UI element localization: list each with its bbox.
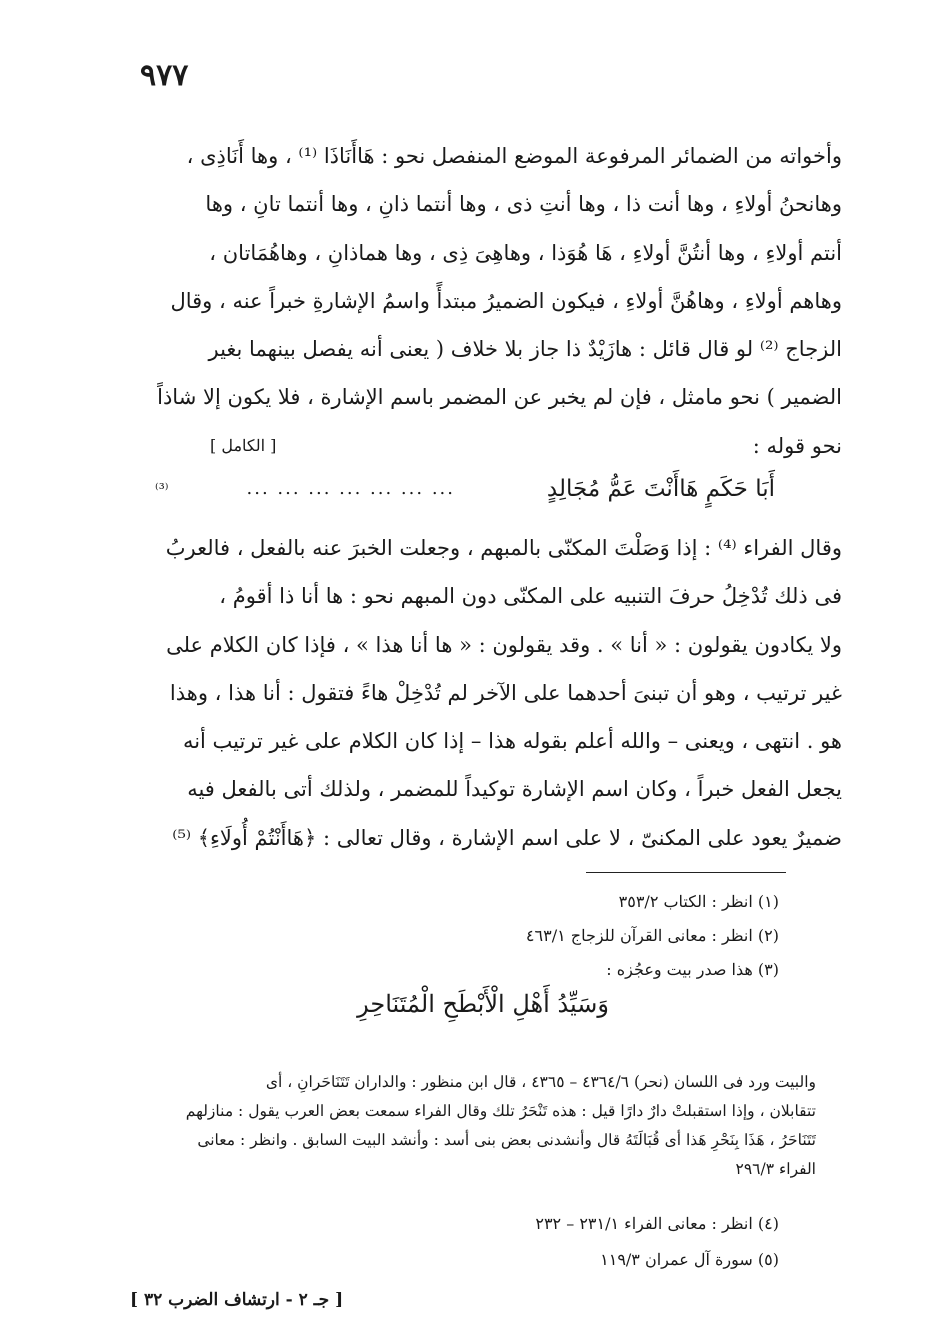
- page-number: ٩٧٧: [140, 58, 189, 93]
- text-line: يجعل الفعل خبراً ، وكان اسم الإشارة توكيداً للمضمر ، ولذلك أتى بالفعل فيه: [187, 777, 842, 802]
- meter-label: [ الكامل ]: [210, 435, 277, 455]
- verse-hemistich: أَبَا حَكَمٍ هَاأَنْتَ عَمُّ مُجَالِدٍ: [546, 476, 775, 502]
- text-line: هو . انتهى ، ويعنى – والله أعلم بقوله هذا – إذا كان الكلام على غير ترتيب أنه: [182, 729, 842, 754]
- text-line: ضميرٌ يعود على المكنىّ ، لا على اسم الإشارة ، وقال تعالى : ﴿هَاأَنْتُمْ أُولَاءِ﴾ ⁽⁵⁾: [172, 825, 842, 850]
- text-line: غير ترتيب ، وهو أن تبنىَ أحدهما على الآخر لم تُدْخِلْ هاءً فتقول : أنا هذا ، وهذا: [169, 680, 842, 705]
- verse-ellipsis: ... ... ... ... ... ... ...: [246, 478, 455, 499]
- footnote-4: (٤) انظر : معانى الفراء ٢٣١/١ – ٢٣٢: [535, 1214, 779, 1233]
- footnote-line: تتقابلان ، وإذا استقبلتْ دارٌ دارًا قيل : هذه تَنْحَرُ تلك وقال الفراء سمعت بعض العرب يقول : منازلهم: [185, 1102, 816, 1120]
- footnote-line: الفراء ٢٩٦/٣: [735, 1160, 816, 1178]
- footnote-separator: [586, 872, 786, 873]
- text-line: الزجاج ⁽²⁾ لو قال قائل : هازَيْدٌ ذا جاز بلا خلاف ( يعنى أنه يفصل بينهما بغير: [208, 337, 842, 362]
- footnote-3-verse: وَسَيِّدُ أَهْلِ الْأَبْطَحِ الْمُتَنَاحِرِ: [357, 990, 609, 1018]
- main-paragraph: [100, 132, 842, 470]
- text-line: وهانحنُ أولاءِ ، وها أنت ذا ، وها أنتِ ذى ، وها أنتما ذانِ ، وها أنتما تانِ ، وها: [205, 192, 842, 217]
- poetry-verse: [155, 462, 775, 516]
- text-line: فى ذلك تُدْخِلُ حرفَ التنبيه على المكنّى دون المبهم نحو : ها أنا ذا أقومُ ،: [219, 584, 842, 609]
- text-line: وقال الفراء ⁽⁴⁾ : إذا وَصَلْتَ المكنّى بالمبهم ، وجعلت الخبرَ عنه بالفعل ، فالعربُ: [165, 536, 842, 560]
- footnote-5: (٥) سورة آل عمران ١١٩/٣: [600, 1250, 779, 1269]
- text-line: وهاهم أولاءِ ، وهاهُنَّ أولاءِ ، فيكون الضميرُ مبتدأً واسمُ الإشارةِ خبراً عنه ، وقال: [170, 288, 842, 313]
- text-line: ولا يكادون يقولون : « أنا » . وقد يقولون : « ها أنا هذا » ، فإذا كان الكلام على: [166, 632, 842, 657]
- verse-footnote-marker: ⁽³⁾: [155, 480, 169, 498]
- footnote-3-text: [112, 1068, 816, 1184]
- signature-mark: [ جـ ٢ - ارتشاف الضرب ٣٢ ]: [130, 1290, 344, 1310]
- text-line: نحو قوله :: [752, 433, 842, 458]
- text-line: أنتم أولاءِ ، وها أنتُنَّ أولاءِ ، هَا هُوَذا ، وهاهِىَ ذِى ، وها هماذانِ ، وهاهُمَاتان ،: [209, 240, 842, 265]
- text-line: وأخواته من الضمائر المرفوعة الموضع المنفصل نحو : هَاأَنَاذَا ⁽¹⁾ ، وها أَنَاذِى ،: [186, 144, 842, 168]
- footnote-line: تَتَنَاحَرُ ، هَذَا بِنَحْرِ هَذا أى قُبَالَتَهُ قال وأنشدنى بعض بنى أسد : وأنشد البيت السابق . وانظر : معانى: [197, 1131, 816, 1149]
- footnote-2: (٢) انظر : معانى القرآن للزجاج ٤٦٣/١: [525, 926, 779, 945]
- footnote-1: (١) انظر : الكتاب ٣٥٣/٢: [618, 892, 779, 911]
- footnote-line: والبيت ورد فى اللسان (نحر) ٤٣٦٤/٦ – ٤٣٦٥ ، قال ابن منظور : والداران تَتَنَاحَرانِ ، أى: [265, 1073, 816, 1091]
- text-line: الضمير ) نحو مامثل ، فإن لم يخبر عن المضمر باسم الإشارة ، فلا يكون إلا شاذاً: [157, 385, 842, 410]
- footnote-3: (٣) هذا صدر بيت وعجُزه :: [606, 960, 779, 979]
- second-paragraph: [100, 524, 842, 862]
